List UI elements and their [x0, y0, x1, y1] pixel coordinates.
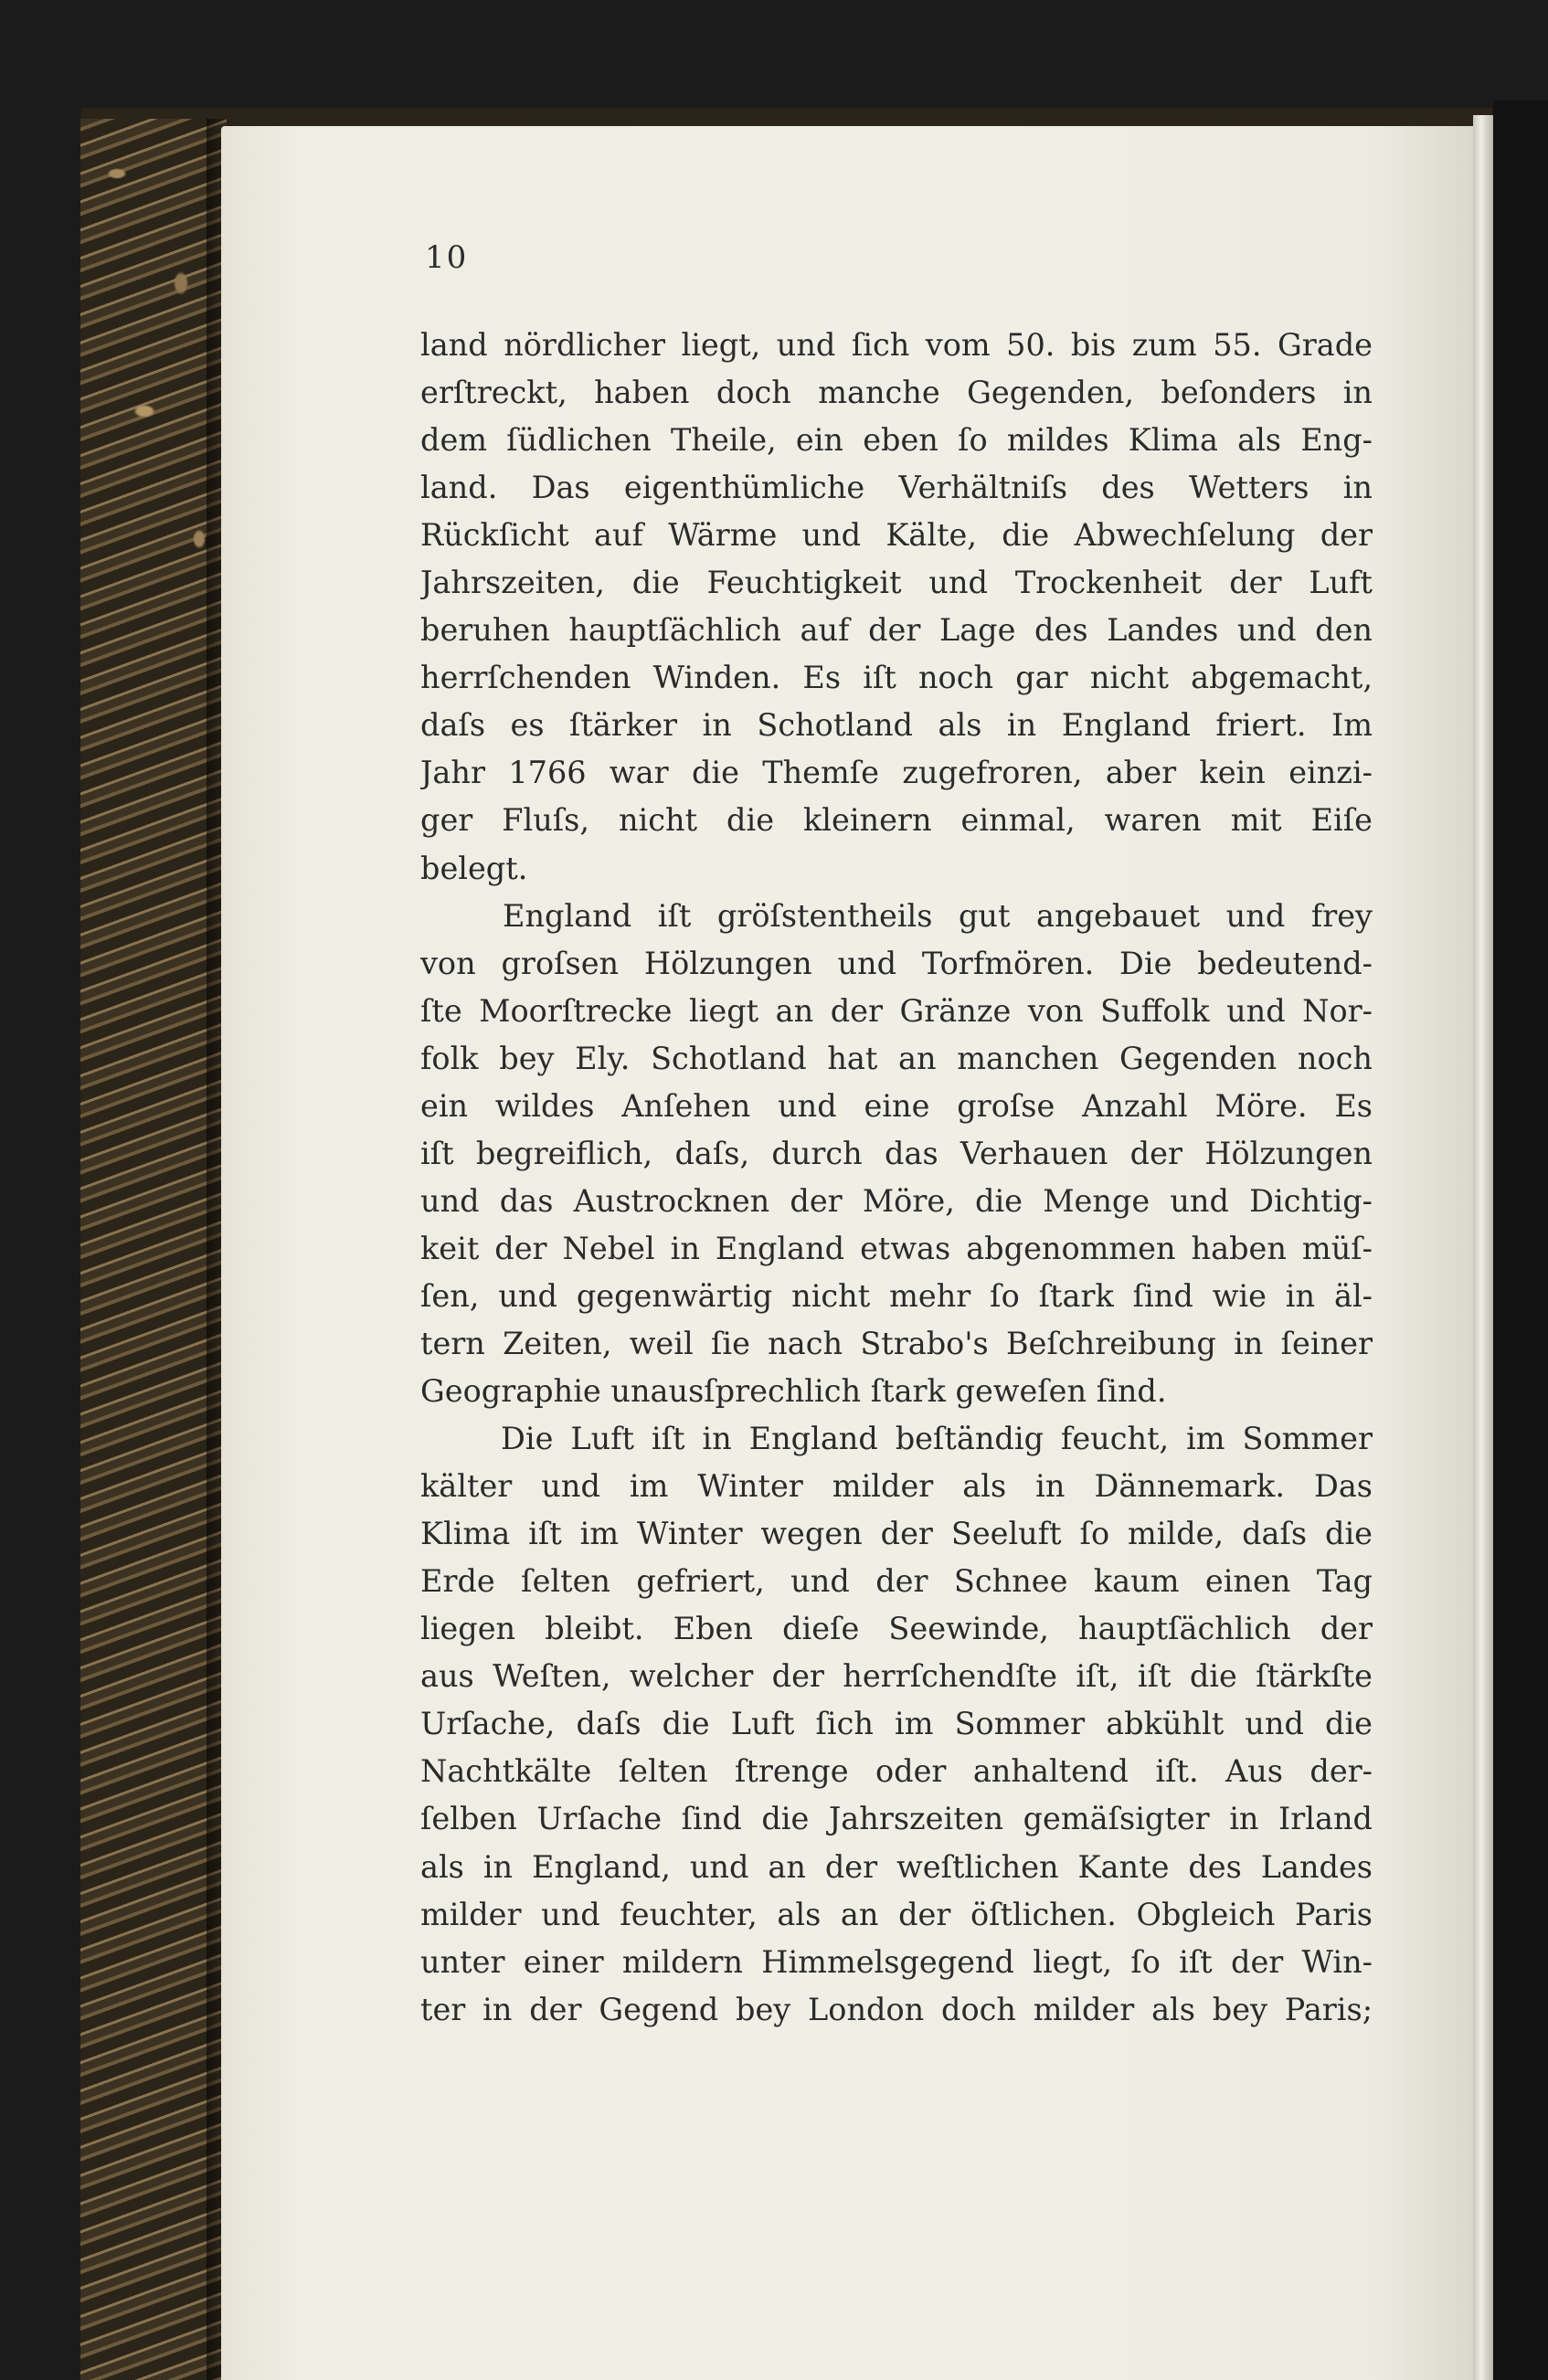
text-line: dem ſüdlichen Theile, ein eben ſo mildes Klima als Eng-	[420, 422, 1373, 459]
body-text	[420, 322, 1373, 2034]
text-line: von groſsen Hölzungen und Torfmören. Die bedeutend-	[420, 945, 1373, 981]
text-line: als in England, und an der weſtlichen Kante des Landes	[420, 1848, 1373, 1885]
text-line: Jahrszeiten, die Feuchtigkeit und Trockenheit der Luft	[420, 565, 1373, 601]
text-line: belegt.	[420, 850, 528, 886]
text-line: Urſache, daſs die Luft ſich im Sommer abkühlt und die	[420, 1706, 1373, 1742]
text-line: iſt begreiflich, daſs, durch das Verhauen der Hölzungen	[420, 1135, 1373, 1171]
text-line: ger Fluſs, nicht die kleinern einmal, waren mit Eiſe	[420, 802, 1373, 839]
text-line: folk bey Ely. Schotland hat an manchen Gegenden noch	[420, 1040, 1373, 1076]
text-line: daſs es ſtärker in Schotland als in England friert. Im	[420, 707, 1373, 744]
text-line: liegen bleibt. Eben dieſe Seewinde, hauptſächlich der	[420, 1611, 1373, 1647]
page-number: 10	[425, 239, 469, 276]
text-line: England iſt gröſstentheils gut angebauet und frey	[503, 897, 1373, 934]
text-line: Nachtkälte ſelten ſtrenge oder anhaltend iſt. Aus der-	[420, 1753, 1373, 1790]
text-line: tern Zeiten, weil ſie nach Strabo's Beſchreibung in ſeiner	[420, 1325, 1373, 1361]
page-edge	[1473, 115, 1493, 2380]
text-line: Erde ſelten gefriert, und der Schnee kaum einen Tag	[420, 1563, 1373, 1600]
text-line: Rückſicht auf Wärme und Kälte, die Abwechſelung der	[420, 517, 1373, 554]
text-line: ſte Moorſtrecke liegt an der Gränze von Suffolk und Nor-	[420, 992, 1373, 1029]
text-line: ſen, und gegenwärtig nicht mehr ſo ſtark ſind wie in äl-	[420, 1277, 1373, 1314]
text-line: milder und feuchter, als an der öſtlichen. Obgleich Paris	[420, 1896, 1373, 1932]
text-line: Klima iſt im Winter wegen der Seeluft ſo milde, daſs die	[420, 1516, 1373, 1552]
text-line: herrſchenden Winden. Es iſt noch gar nicht abgemacht,	[420, 660, 1373, 696]
text-line: keit der Nebel in England etwas abgenommen haben müſ-	[420, 1230, 1373, 1266]
text-line: unter einer mildern Himmelsgegend liegt, ſo iſt der Win-	[420, 1943, 1373, 1980]
background-edge	[1493, 100, 1548, 2380]
text-line: erſtreckt, haben doch manche Gegenden, beſonders in	[420, 375, 1373, 411]
text-line: land nördlicher liegt, und ſich vom 50. bis zum 55. Grade	[420, 327, 1373, 363]
text-line: aus Weſten, welcher der herrſchendſte iſt, iſt die ſtärkſte	[420, 1658, 1373, 1695]
text-line: und das Austrocknen der Möre, die Menge und Dichtig-	[420, 1182, 1373, 1219]
marbled-endpaper	[80, 119, 227, 2380]
text-line: Geographie unausſprechlich ſtark geweſen ſind.	[420, 1373, 1167, 1410]
text-line: kälter und im Winter milder als in Dännemark. Das	[420, 1468, 1373, 1505]
text-line: beruhen hauptſächlich auf der Lage des Landes und den	[420, 612, 1373, 649]
text-line: Die Luft iſt in England beſtändig feucht, im Sommer	[501, 1421, 1373, 1457]
text-line: ter in der Gegend bey London doch milder als bey Paris;	[420, 1991, 1373, 2027]
text-line: land. Das eigenthümliche Verhältniſs des Wetters in	[420, 470, 1373, 506]
text-line: Jahr 1766 war die Themſe zugefroren, aber kein einzi-	[420, 755, 1373, 791]
text-line: ein wildes Anſehen und eine groſse Anzahl Möre. Es	[420, 1087, 1373, 1124]
text-line: ſelben Urſache ſind die Jahrszeiten gemäſsigter in Irland	[420, 1801, 1373, 1837]
